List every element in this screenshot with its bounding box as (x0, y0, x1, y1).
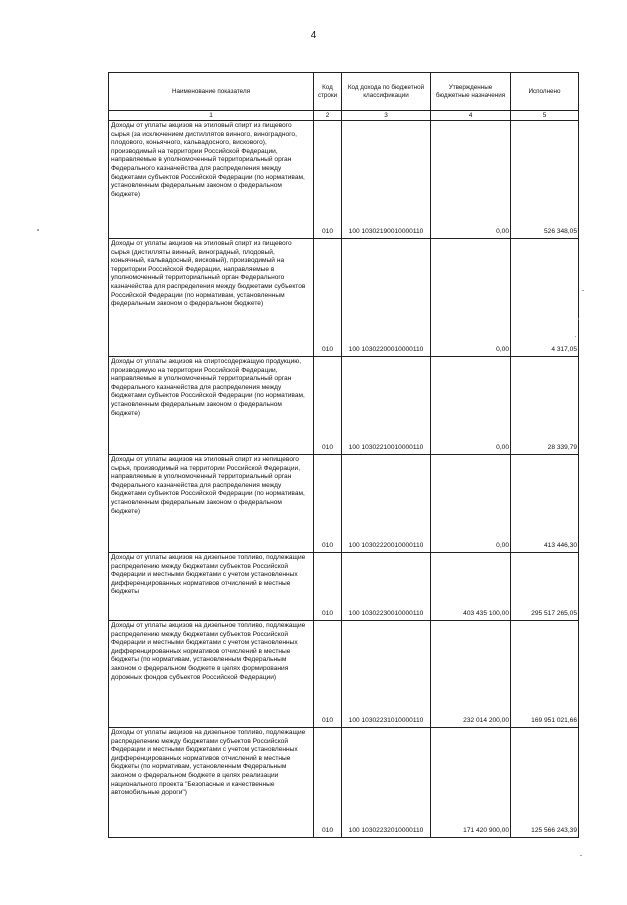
scan-speck (580, 855, 582, 856)
header-revenue-code: Код дохода по бюджетной классификации (342, 73, 431, 111)
executed-amount: 169 951 021,66 (511, 621, 579, 728)
table-row (109, 121, 579, 239)
column-number: 5 (511, 111, 579, 121)
approved-amount: 232 014 200,00 (431, 621, 511, 728)
revenue-code: 100 10302231010000110 (342, 621, 431, 728)
column-number: 1 (109, 111, 314, 121)
indicator-name: Доходы от уплаты акцизов на дизельное топливо, подлежащие распределению между бюджетами субъектов Российской Федерации и местными бюджетами с учетом установленных дифференцированных нормативов отчислений в местные бюджеты (109, 553, 314, 621)
line-code: 010 (314, 553, 342, 621)
table-row (109, 728, 579, 838)
indicator-name: Доходы от уплаты акцизов на дизельное топливо, подлежащие распределению между бюджетами субъектов Российской Федерации и местными бюджетами с учетом установленных дифференцированных нормативов отчислений в местные бюджеты (по нормативам, установленным Федеральным законом о федеральном бюджете в целях реализации национального проекта "Безопасные и качественные автомобильные дороги") (109, 728, 314, 838)
executed-amount: 413 446,30 (511, 455, 579, 553)
table-row (109, 455, 579, 553)
line-code: 010 (314, 239, 342, 357)
table-row (109, 621, 579, 728)
column-number-row (109, 111, 579, 121)
line-code: 010 (314, 728, 342, 838)
line-code: 010 (314, 621, 342, 728)
header-indicator-name: Наименование показателя (109, 73, 314, 111)
table-header-row (109, 73, 579, 111)
revenue-code: 100 10302200010000110 (342, 239, 431, 357)
line-code: 010 (314, 357, 342, 455)
table-row (109, 239, 579, 357)
indicator-name: Доходы от уплаты акцизов на спиртосодержащую продукцию, производимую на территории Российской Федерации, направляемые в уполномоченный территориальный орган Федерального казначейства для распределения между бюджетами субъектов Российской Федерации (по нормативам, установленным федеральным законом о федеральном бюджете) (109, 357, 314, 455)
approved-amount: 0,00 (431, 357, 511, 455)
revenue-code: 100 10302232010000110 (342, 728, 431, 838)
column-number: 2 (314, 111, 342, 121)
column-number: 4 (431, 111, 511, 121)
scan-speck (37, 229, 39, 231)
scan-speck (582, 290, 584, 291)
indicator-name: Доходы от уплаты акцизов на этиловый спирт из пищевого сырья (дистилляты винный, виноградный, плодовый, коньячный, кальвадосный, висковый), производимый на территории Российской Федерации, направляемые в уполномоченный территориальный орган Федерального казначейства для распределения между бюджетами субъектов Российской Федерации (по нормативам, установленным федеральным законом о федеральном бюджете) (109, 239, 314, 357)
scan-speck (578, 318, 579, 320)
approved-amount: 171 420 900,00 (431, 728, 511, 838)
executed-amount: 4 317,05 (511, 239, 579, 357)
revenue-code: 100 10302230010000110 (342, 553, 431, 621)
table-row (109, 357, 579, 455)
approved-amount: 0,00 (431, 121, 511, 239)
indicator-name: Доходы от уплаты акцизов на этиловый спирт из пищевого сырья (за исключением дистиллятов винного, виноградного, плодового, коньячного, кальвадосного, вискового), производимый на территории Российской Федерации, направляемые в уполномоченный территориальный орган Федерального казначейства для распределения между бюджетами субъектов Российской Федерации (по нормативам, установленным федеральным законом о федеральном бюджете) (109, 121, 314, 239)
table-row (109, 553, 579, 621)
executed-amount: 28 339,79 (511, 357, 579, 455)
executed-amount: 526 348,05 (511, 121, 579, 239)
indicator-name: Доходы от уплаты акцизов на дизельное топливо, подлежащие распределению между бюджетами субъектов Российской Федерации и местными бюджетами с учетом установленных дифференцированных нормативов отчислений в местные бюджеты (по нормативам, установленным Федеральным законом о федеральном бюджете в целях формирования дорожных фондов субъектов Российской Федерации) (109, 621, 314, 728)
revenue-code: 100 10302220010000110 (342, 455, 431, 553)
line-code: 010 (314, 455, 342, 553)
scan-speck (575, 336, 576, 337)
executed-amount: 125 566 243,39 (511, 728, 579, 838)
header-approved: Утвержденные бюджетные назначения (431, 73, 511, 111)
approved-amount: 0,00 (431, 455, 511, 553)
approved-amount: 0,00 (431, 239, 511, 357)
line-code: 010 (314, 121, 342, 239)
approved-amount: 403 435 100,00 (431, 553, 511, 621)
indicator-name: Доходы от уплаты акцизов на этиловый спирт из непищевого сырья, производимый на территории Российской Федерации, направляемые в уполномоченный территориальный орган Федерального казначейства для распределения между бюджетами субъектов Российской Федерации (по нормативам, установленным федеральным законом о федеральном бюджете) (109, 455, 314, 553)
header-line-code: Код строки (314, 73, 342, 111)
revenue-code: 100 10302210010000110 (342, 357, 431, 455)
executed-amount: 295 517 265,05 (511, 553, 579, 621)
revenue-code: 100 10302190010000110 (342, 121, 431, 239)
header-executed: Исполнено (511, 73, 579, 111)
column-number: 3 (342, 111, 431, 121)
budget-revenue-table (108, 72, 579, 838)
page-number: 4 (310, 30, 317, 41)
